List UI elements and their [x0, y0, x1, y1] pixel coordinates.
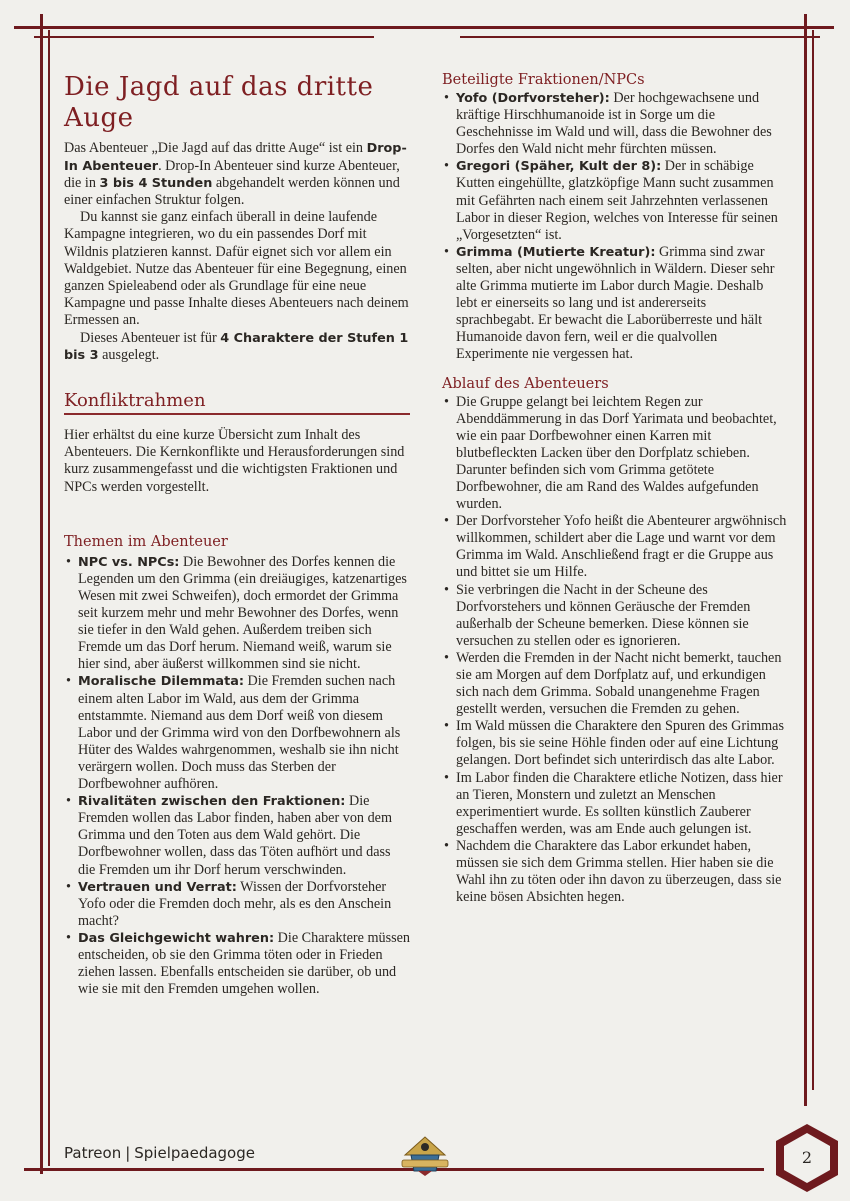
footer-author[interactable]: Spielpaedagoge	[134, 1144, 255, 1162]
list-item-text: Der hochgewachsene und kräftige Hirschhumanoide ist in Sorge um die Geschehnisse im Wald und will, dass die Bewohner des Dorfes den Wald nicht mehr fürchten müssen.	[456, 90, 772, 158]
list-item-label: Rivalitäten zwischen den Fraktionen:	[78, 794, 346, 810]
list-item: • Die Gruppe gelangt bei leichtem Regen zur Abenddämmerung in das Dorf Yarimata und beobachtet, wie ein paar Dorfbewohner einen Karren mit blutbefleckten Lacken über den Dorfplatz schieben. Darunter befinden sich vom Grimma getötete Dorfbewohner, die am Rand des Waldes aufgefunden wurden.	[442, 394, 788, 514]
list-item-text: Die Fremden wollen das Labor finden, haben aber von dem Grimma und den Toten aus dem Wald gehört. Die Dorfbewohner wollen, dass das Töten aufhört und dass die Fremden um ihr Dorf herum verschwinden.	[78, 793, 392, 878]
list-item-label: Das Gleichgewicht wahren:	[78, 930, 275, 946]
list-item	[64, 554, 410, 674]
list-item-text: Der in schäbige Kutten eingehüllte, glatzköpfige Mann sucht zusammen mit Gefährten nach einem seit Jahrzehnten verlassenen Labor in dieser Region, welches von Interesse für seinen „Vorgesetzten“ ist.	[456, 158, 778, 243]
list-item-label: NPC vs. NPCs:	[78, 554, 180, 570]
list-item	[442, 244, 788, 364]
text-run: Das Abenteuer „Die Jagd auf das dritte Auge“ ist ein	[64, 140, 367, 157]
list-item	[442, 158, 788, 243]
publisher-logo-icon	[396, 1133, 454, 1177]
ablauf-heading: Ablauf des Abenteuers	[442, 375, 609, 392]
ablauf-list	[442, 394, 788, 907]
frame-top-bar	[14, 26, 834, 29]
list-item: • Werden die Fremden in der Nacht nicht bemerkt, tauchen sie am Morgen auf dem Dorfplatz auf, und erkundigen sich nach dem Grimma. Sobald unangenehme Fragen gestellt werden, versuchen die Fremden zu gehen.	[442, 650, 788, 718]
list-item	[64, 930, 410, 998]
themen-heading: Themen im Abenteuer	[64, 533, 228, 550]
list-item: • Im Labor finden die Charaktere etliche Notizen, dass hier an Tieren, Monstern und zuletzt an Menschen experimentiert wurde. Es sollten künstlich Zauberer geschaffen werden, was am Ende auch gelungen ist.	[442, 770, 788, 838]
frame-top-bar-inner-right	[460, 36, 820, 38]
list-item	[442, 90, 788, 158]
list-item-text: Die Bewohner des Dorfes kennen die Legenden um den Grimma (ein dreiäugiges, katzenartiges Wesen mit zwei Schweifen), doch ermordet der Grimma seit kurzem mehr und mehr Bewohner des Dorfes, wenn sie tiefer in den Wald gehen. Außerdem treiben sich Fremde um das Dorf herum. Niemand weiß, warum sie hier sind, aber äußerst willkommen sind sie nicht.	[78, 553, 407, 673]
list-item-label: Vertrauen und Verrat:	[78, 879, 237, 895]
list-item: • Sie verbringen die Nacht in der Scheune des Dorfvorstehers und können Geräusche der Fremden außerhalb der Scheune bemerken. Diese können sie versuchen zu stellen oder es ignorieren.	[442, 582, 788, 650]
text-run: ausgelegt.	[98, 346, 160, 363]
list-item-text: Grimma sind zwar selten, aber nicht ungewöhnlich in Wäldern. Dieser sehr alte Grimma mutierte im Labor durch Magie. Deshalb lebt er einerseits so lang und ist andererseits sprachbegabt. Er bewacht die Laborüberreste und hält Humanoide davon fern, weil er die qualvollen Experimente nie vergessen hat.	[456, 243, 775, 363]
list-item: • Nachdem die Charaktere das Labor erkundet haben, müssen sie sich dem Grimma stellen. Hier haben sie die Wahl ihn zu töten oder ihn davon zu überzeugen, dass sie keine bösen Absichten hegen.	[442, 838, 788, 906]
text-run: abgehandelt werden können und einer einfachen Struktur folgen.	[64, 174, 400, 208]
list-item: • Im Wald müssen die Charaktere den Spuren des Grimmas folgen, bis sie seine Höhle finden oder auf eine Lichtung gelangen. Dort befindet sich unterirdisch das alte Labor.	[442, 718, 788, 769]
frame-left-bar	[40, 14, 43, 1174]
list-item-label: Yofo (Dorfvorsteher):	[456, 91, 610, 106]
fraktionen-heading: Beteiligte Fraktionen/NPCs	[442, 72, 645, 88]
frame-top-bar-inner	[34, 36, 374, 38]
themen-list	[64, 554, 410, 998]
bold-run: 3 bis 4 Stunden	[99, 175, 213, 191]
footer-patreon[interactable]: Patreon	[64, 1144, 122, 1162]
bold-run: 4 Charaktere der Stufen 1 bis 3	[64, 330, 409, 363]
list-item-label: Gregori (Späher, Kult der 8):	[456, 159, 662, 175]
konflikt-text: Hier erhältst du eine kurze Übersicht zum Inhalt des Abenteuers. Die Kernkonflikte und Herausforderungen sind kurz zusammengefasst und die wichtigsten Fraktionen und NPCs werden vorgestellt.	[64, 427, 405, 495]
list-item-text: Wissen der Dorfvorsteher Yofo oder die Fremden doch mehr, als es den Anschein macht?	[78, 878, 392, 929]
page-number-badge	[770, 1121, 844, 1195]
text-run: . Drop-In Abenteuer sind kurze Abenteuer, die in	[64, 157, 400, 191]
frame-bottom-bar	[24, 1168, 764, 1171]
text-run: Dieses Abenteuer ist für	[80, 329, 221, 346]
page-number: 2	[801, 1148, 813, 1167]
footer-separator: |	[125, 1144, 131, 1162]
right-column	[442, 72, 788, 906]
list-item-text: Die Fremden suchen nach einem alten Labor im Wald, aus dem der Grimma entstammte. Niemand aus dem Dorf weiß von diesem Labor und der Grimma wird von den Dorfbewohnern als Hüter des Waldes wahrgenommen, weshalb sie ihn nicht verärgern wollen. Doch muss das Sterben der Dorfbewohner aufhören.	[78, 673, 401, 793]
left-column	[64, 72, 410, 998]
list-item-label: Moralische Dilemmata:	[78, 674, 244, 690]
list-item	[64, 793, 410, 878]
list-item-label: Grimma (Mutierte Kreatur):	[456, 244, 656, 260]
fraktionen-list	[442, 90, 788, 364]
intro-paragraph-1	[64, 140, 410, 209]
intro-section	[64, 140, 410, 364]
frame-right-bar	[804, 14, 807, 1106]
list-item-text: Die Charaktere müssen entscheiden, ob sie den Grimma töten oder in Frieden ziehen lassen. Ebenfalls entscheiden sie darüber, ob und wie sie mit den Fremden umgehen wollen.	[78, 929, 411, 998]
list-item	[64, 673, 410, 793]
list-item: • Der Dorfvorsteher Yofo heißt die Abenteurer argwöhnisch willkommen, schildert aber die Lage und warnt vor dem Grimma im Wald. Anschließend fragt er die Gruppe aus und bittet sie um Hilfe.	[442, 513, 788, 581]
frame-left-bar-inner	[48, 30, 50, 1166]
intro-paragraph-3	[64, 330, 410, 364]
intro-paragraph-2: Du kannst sie ganz einfach überall in deine laufende Kampagne integrieren, wo du ein passendes Dorf mit Wildnis platzieren kannst. Dafür eignet sich vor allem ein Waldgebiet. Nutze das Abenteuer für eine Begegnung, einen ganzen Spieleabend oder als Grundlage für eine neue Kampagne und passe Inhalte dieses Abenteuers nach deinem Ermessen an.	[64, 209, 409, 329]
list-item	[64, 879, 410, 930]
frame-right-bar-inner	[812, 30, 814, 1090]
footer	[64, 1144, 255, 1162]
konflikt-heading: Konfliktrahmen	[64, 390, 410, 415]
page-title: Die Jagd auf das dritte Auge	[64, 72, 374, 134]
bold-run: Drop-In Abenteuer	[64, 141, 407, 174]
